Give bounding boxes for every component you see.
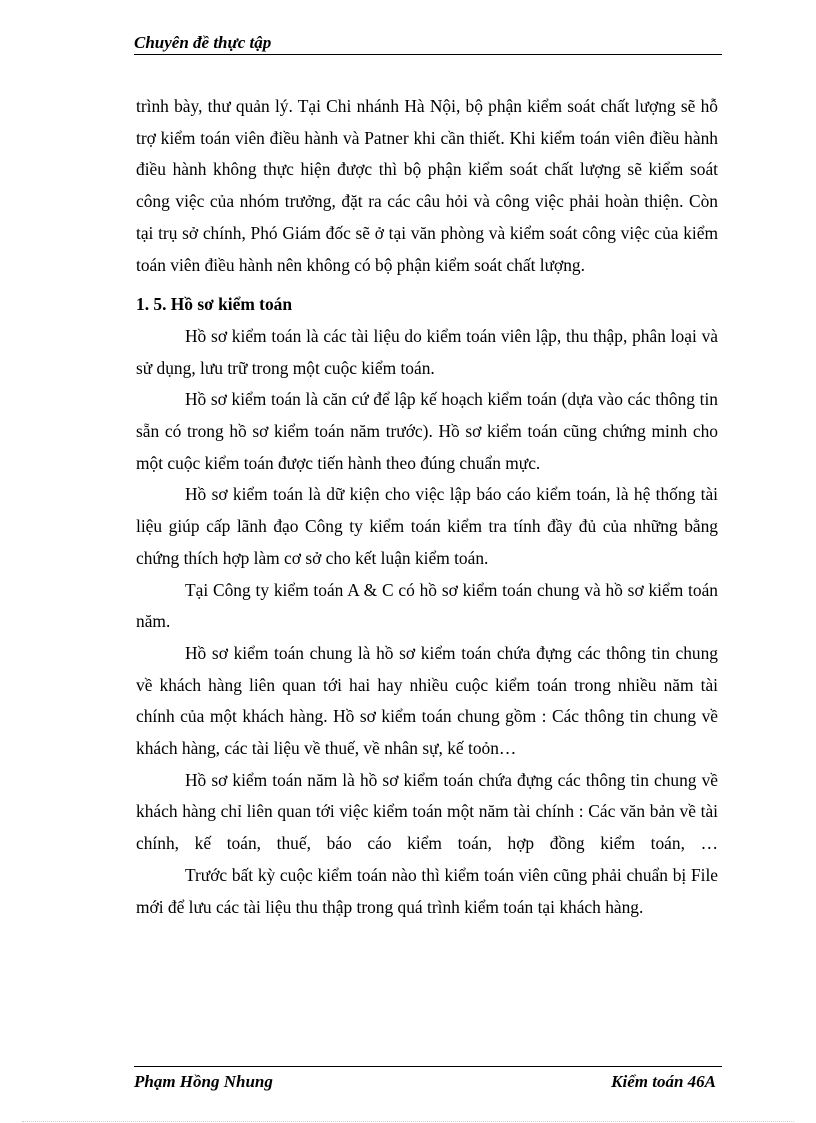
page-edge-divider: [22, 1121, 794, 1122]
paragraph-intro: trình bày, thư quản lý. Tại Chi nhánh Hà Nội, bộ phận kiểm soát chất lượng sẽ hỗ trợ kiểm toán viên điều hành và Patner khi cần thiết. Khi kiểm toán viên điều hành điều hành không thực hiện được thì bộ phận kiểm soát chất lượng sẽ kiểm soát công việc của nhóm trưởng, đặt ra các câu hỏi và công việc phải hoàn thiện. Còn tại trụ sở chính, Phó Giám đốc sẽ ở tại văn phòng và kiểm soát công việc của kiểm toán viên điều hành nên không có bộ phận kiểm soát chất lượng.: [136, 96, 718, 275]
footer-class: Kiểm toán 46A: [611, 1072, 716, 1091]
paragraph: Hồ sơ kiểm toán là dữ kiện cho việc lập báo cáo kiểm toán, là hệ thống tài liệu giúp cấp lãnh đạo Công ty kiểm toán kiểm tra tính đầy đủ của những bằng chứng thích hợp làm cơ sở cho kết luận kiểm toán.: [136, 484, 718, 568]
page-header-title: Chuyên đề thực tập: [134, 33, 272, 52]
footer-author: Phạm Hồng Nhung: [134, 1072, 273, 1091]
header-divider: [134, 54, 722, 55]
paragraph: Hồ sơ kiểm toán năm là hồ sơ kiểm toán chứa đựng các thông tin chung về khách hàng chỉ liên quan tới việc kiểm toán một năm tài chính : Các văn bản về tài chính, kế toán, thuế, báo cáo kiểm toán, hợp đồng kiểm toán, …: [136, 769, 718, 854]
paragraph: Hồ sơ kiểm toán là căn cứ để lập kế hoạch kiểm toán (dựa vào các thông tin sẵn có trong hồ sơ kiểm toán năm trước). Hồ sơ kiểm toán cũng chứng minh cho một cuộc kiểm toán được tiến hành theo đúng chuẩn mực.: [136, 389, 718, 473]
paragraph: Hồ sơ kiểm toán chung là hồ sơ kiểm toán chứa đựng các thông tin chung về khách hàng liên quan tới hai hay nhiều cuộc kiểm toán trong nhiều năm tài chính của một khách hàng. Hồ sơ kiểm toán chung gồm : Các thông tin chung về khách hàng, các tài liệu về thuế, về nhân sự, kế toỏn…: [136, 642, 718, 759]
paragraph: Trước bất kỳ cuộc kiểm toán nào thì kiểm toán viên cũng phải chuẩn bị File mới để lưu các tài liệu thu thập trong quá trình kiểm toán tại khách hàng.: [136, 864, 718, 917]
section-heading: 1. 5. Hồ sơ kiểm toán: [136, 294, 293, 315]
paragraph: Hồ sơ kiểm toán là các tài liệu do kiểm toán viên lập, thu thập, phân loại và sử dụng, lưu trữ trong một cuộc kiểm toán.: [136, 325, 718, 378]
document-body: [136, 91, 718, 923]
footer-divider: [134, 1066, 722, 1067]
paragraph: Tại Công ty kiểm toán A & C có hồ sơ kiểm toán chung và hồ sơ kiểm toán năm.: [136, 579, 718, 632]
